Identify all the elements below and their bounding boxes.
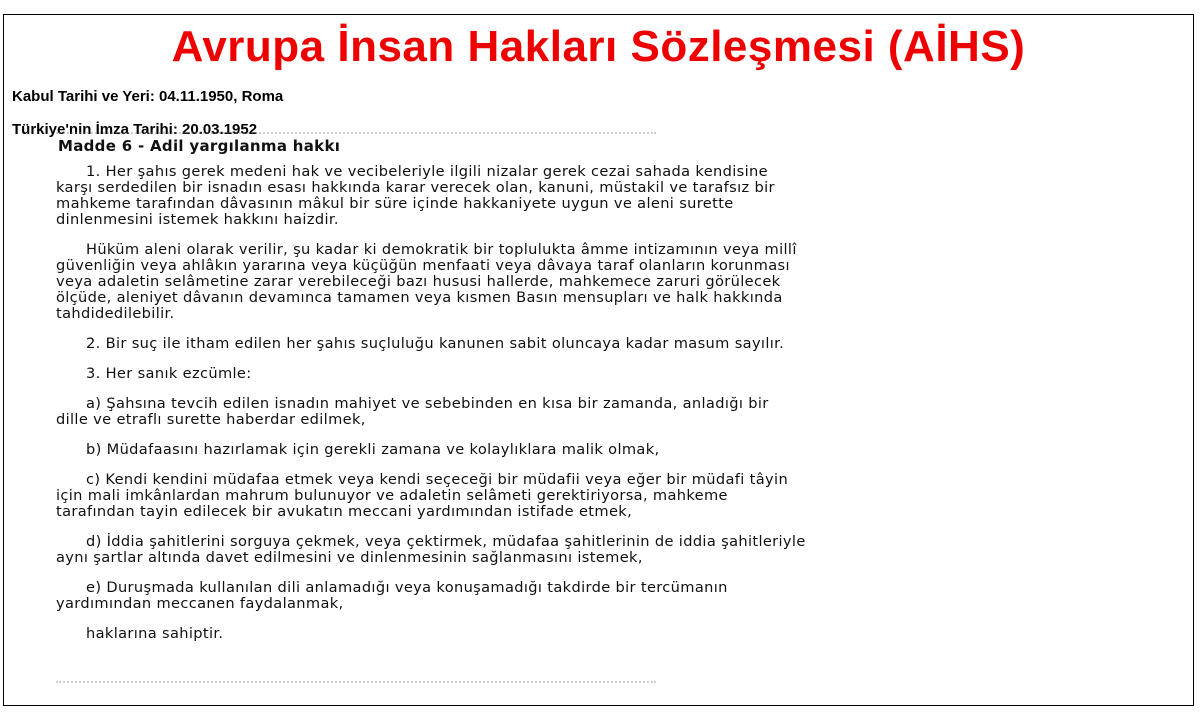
paragraph-line: Hüküm aleni olarak verilir, şu kadar ki demokratik bir toplulukta âmme intizamının veya millî [86,241,797,258]
paragraph-line: e) Duruşmada kullanılan dili anlamadığı veya konuşamadığı takdirde bir tercümanın [86,579,728,596]
paragraph-line: için mali imkânlardan mahrum bulunuyor ve adaletin selâmeti gerektiriyorsa, mahkeme [56,487,728,504]
page-title: Avrupa İnsan Hakları Sözleşmesi (AİHS) [171,22,1026,71]
paragraph-line: 3. Her sanık ezcümle: [86,365,252,382]
article-paragraph [56,626,1156,642]
paragraph-line: yardımından meccanen faydalanmak, [56,595,344,612]
turkey-signature-date: Türkiye'nin İmza Tarihi: 20.03.1952 [12,121,258,138]
paragraph-line: d) İddia şahitlerini sorguya çekmek, veya çektirmek, müdafaa şahitlerinin de iddia şahitleriyle [86,533,806,550]
article-paragraph [56,472,1156,520]
paragraph-line: güvenliğin veya ahlâkın yararına veya küçüğün menfaati veya dâvaya taraf olanların korunması [56,257,790,274]
paragraph-line: dinlenmesini istemek hakkını haizdir. [56,211,339,228]
paragraph-line: veya adaletin selâmetine zarar verebileceği bazı hususi hallerde, mahkemece zaruri görülecek [56,273,781,290]
article-paragraph [56,534,1156,566]
article-paragraph [56,366,1156,382]
paragraph-line: tahdidedilebilir. [56,305,175,322]
article-paragraph [56,336,1156,352]
paragraph-line: 1. Her şahıs gerek medeni hak ve vecibeleriyle ilgili nizalar gerek cezai sahada kendisine [86,163,768,180]
article-text [56,138,1156,656]
paragraph-line: tarafından tayin edilecek bir avukatın meccani yardımından istifade etmek, [56,503,633,520]
article-paragraph [56,242,1156,322]
article-paragraph [56,396,1156,428]
paragraph-line: haklarına sahiptir. [86,625,224,642]
article-paragraphs [56,164,1156,642]
article-paragraph [56,442,1156,458]
clipped-text-remnant-bottom [56,681,656,689]
paragraph-line: karşı serdedilen bir isnadın esası hakkında karar verecek olan, kanuni, müstakil ve tarafsız bir [56,179,775,196]
article-paragraph [56,580,1156,612]
paragraph-line: a) Şahsına tevcih edilen isnadın mahiyet ve sebebinden en kısa bir zamanda, anladığı bir [86,395,769,412]
paragraph-line: aynı şartlar altında davet edilmesini ve dinlenmesinin sağlanmasını istemek, [56,549,643,566]
article-heading: Madde 6 - Adil yargılanma hakkı [58,137,341,155]
paragraph-line: mahkeme tarafından dâvasının mâkul bir süre içinde hakkaniyete uygun ve aleni surette [56,195,734,212]
paragraph-line: 2. Bir suç ile itham edilen her şahıs suçluluğu kanunen sabit oluncaya kadar masum sayılır. [86,335,785,352]
paragraph-line: b) Müdafaasını hazırlamak için gerekli zamana ve kolaylıklara malik olmak, [86,441,660,458]
adoption-date-and-place: Kabul Tarihi ve Yeri: 04.11.1950, Roma [12,88,284,105]
paragraph-line: c) Kendi kendini müdafaa etmek veya kendi seçeceği bir müdafii veya eğer bir müdafi tâyin [86,471,789,488]
article-paragraph [56,164,1156,228]
paragraph-line: dille ve etraflı surette haberdar edilmek, [56,411,366,428]
paragraph-line: ölçüde, aleniyet dâvanın devamınca tamamen veya kısmen Basın mensupları ve halk hakkında [56,289,783,306]
